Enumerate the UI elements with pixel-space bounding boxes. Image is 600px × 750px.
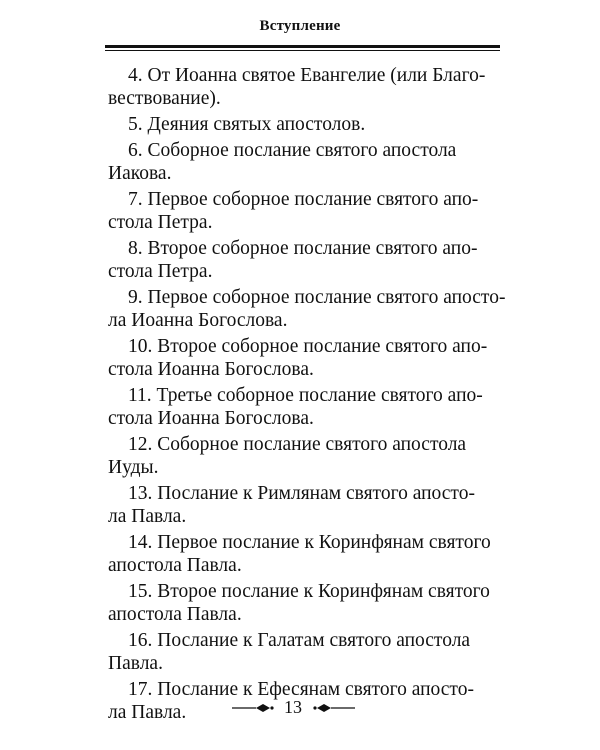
list-item bbox=[108, 335, 488, 381]
list-item-line: Павла. bbox=[108, 653, 163, 674]
list-item-line: 14. Первое послание к Коринфянам святого bbox=[128, 532, 491, 553]
list-item-line: 6. Соборное послание святого апостола bbox=[128, 140, 457, 161]
list-item bbox=[108, 580, 490, 626]
header-rule-thin bbox=[105, 50, 500, 51]
page-footer bbox=[0, 697, 600, 721]
list-item-line: стола Петра. bbox=[108, 261, 213, 282]
ornament-left-icon bbox=[232, 701, 274, 720]
list-item bbox=[108, 433, 483, 479]
running-header: Вступление bbox=[259, 18, 341, 34]
list-item-line: 5. Деяния святых апостолов. bbox=[128, 114, 366, 135]
header-rule-thick bbox=[105, 45, 500, 48]
list-item-line: 8. Второе соборное послание святого апо- bbox=[128, 238, 478, 259]
list-item bbox=[108, 384, 483, 430]
list-item-line: апостола Павла. bbox=[108, 555, 242, 576]
page-number: 13 bbox=[284, 697, 302, 717]
list-item-line: ла Иоанна Богослова. bbox=[108, 310, 288, 331]
list-item bbox=[108, 139, 483, 185]
list-item-line: 16. Послание к Галатам святого апостола bbox=[128, 630, 471, 651]
list-item bbox=[108, 188, 483, 234]
list-item bbox=[108, 531, 491, 577]
list-item-line: Иакова. bbox=[108, 163, 172, 184]
list-item-line: 4. От Иоанна святое Евангелие (или Благо- bbox=[128, 65, 486, 86]
list-item-line: 17. Послание к Ефесянам святого апосто- bbox=[128, 679, 474, 700]
list-item-line: 15. Второе послание к Коринфянам святого bbox=[128, 581, 490, 602]
list-item-line: 11. Третье соборное послание святого апо- bbox=[128, 385, 483, 406]
list-item-line: ла Павла. bbox=[108, 702, 187, 723]
list-item-line: стола Петра. bbox=[108, 212, 213, 233]
list-item-line: апостола Павла. bbox=[108, 604, 242, 625]
list-item-line: стола Иоанна Богослова. bbox=[108, 359, 314, 380]
list-item bbox=[108, 482, 483, 528]
list-item-line: 10. Второе соборное послание святого апо- bbox=[128, 336, 488, 357]
list-item-line: 13. Послание к Римлянам святого апосто- bbox=[128, 483, 475, 504]
list-item-line: вествование). bbox=[108, 88, 221, 109]
list-item-line: Иуды. bbox=[108, 457, 159, 478]
book-list bbox=[108, 64, 506, 727]
list-item bbox=[108, 237, 483, 283]
list-item-line: ла Павла. bbox=[108, 506, 187, 527]
list-item-line: 9. Первое соборное послание святого апосто- bbox=[128, 287, 506, 308]
list-item-line: 12. Соборное послание святого апостола bbox=[128, 434, 467, 455]
list-item bbox=[108, 286, 506, 332]
list-item-line: стола Иоанна Богослова. bbox=[108, 408, 314, 429]
ornament-right-icon bbox=[313, 701, 355, 720]
list-item bbox=[108, 113, 483, 136]
list-item bbox=[108, 64, 486, 110]
list-item bbox=[108, 629, 483, 675]
list-item-line: 7. Первое соборное послание святого апо- bbox=[128, 189, 479, 210]
